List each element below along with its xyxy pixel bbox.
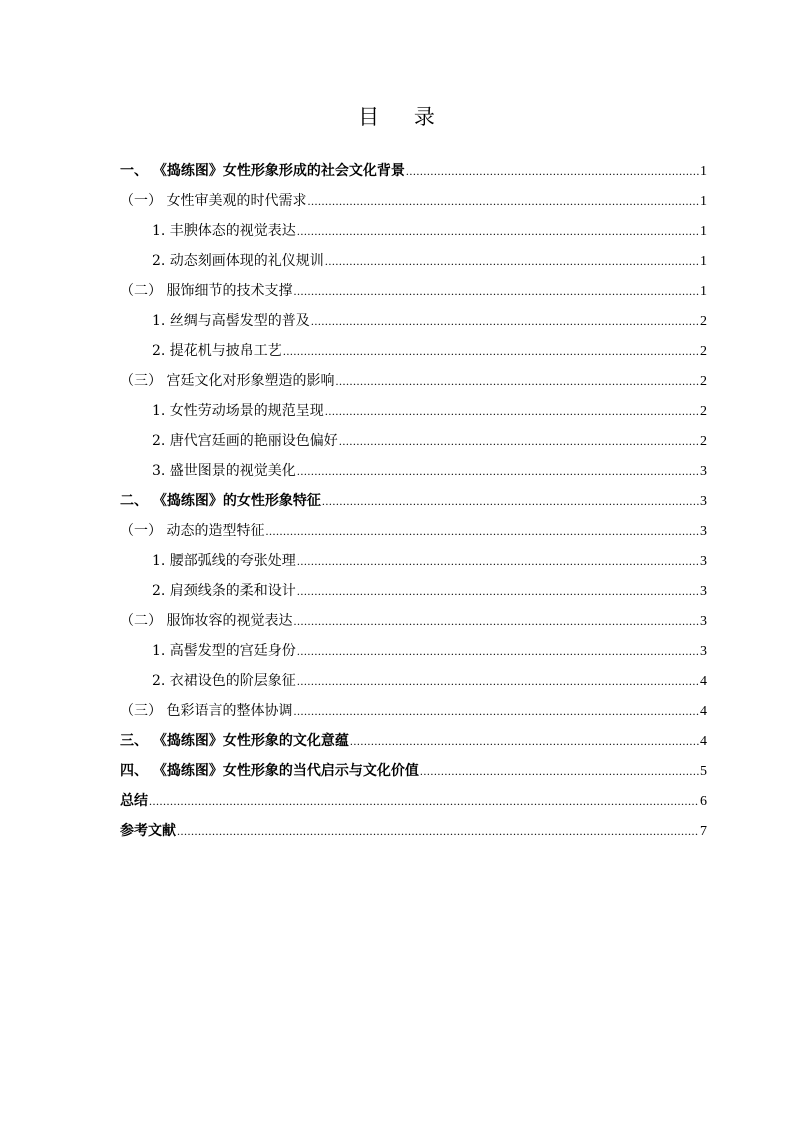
toc-entry-label: 3. 盛世图景的视觉美化 <box>152 463 296 479</box>
toc-entry-label: （一） 女性审美观的时代需求 <box>120 193 307 209</box>
toc-entry[interactable] <box>120 760 707 786</box>
toc-entry-page: 6 <box>700 794 707 809</box>
toc-entry-label: 1. 女性劳动场景的规范呈现 <box>152 403 324 419</box>
toc-entry-page: 4 <box>700 704 707 719</box>
toc-entry-page: 3 <box>700 494 707 509</box>
toc-entry-label: 2. 提花机与披帛工艺 <box>152 343 282 359</box>
toc-entry[interactable] <box>120 160 707 186</box>
toc-entry-page: 2 <box>700 434 707 449</box>
toc-entry[interactable] <box>152 250 707 276</box>
toc-entry[interactable] <box>152 670 707 696</box>
toc-entry[interactable] <box>120 730 707 756</box>
toc-entry-page: 3 <box>700 644 707 659</box>
toc-entry[interactable] <box>152 310 707 336</box>
toc-entry-page: 2 <box>700 344 707 359</box>
toc-leader-dots <box>335 374 699 389</box>
toc-entry[interactable] <box>120 820 707 846</box>
toc-entry-label: 三、 《捣练图》女性形象的文化意蕴 <box>120 733 349 749</box>
toc-entry[interactable] <box>152 430 707 456</box>
toc-entry-label: （三） 色彩语言的整体协调 <box>120 703 293 719</box>
toc-entry-page: 2 <box>700 374 707 389</box>
toc-leader-dots <box>322 494 699 509</box>
toc-entry-page: 1 <box>700 164 707 179</box>
toc-entry-page: 3 <box>700 524 707 539</box>
toc-entry-page: 1 <box>700 194 707 209</box>
toc-entry-page: 4 <box>700 674 707 689</box>
toc-entry-page: 1 <box>700 284 707 299</box>
toc-leader-dots <box>297 644 699 659</box>
toc-entry-page: 7 <box>700 824 707 839</box>
toc-entry-label: 一、 《捣练图》女性形象形成的社会文化背景 <box>120 163 405 179</box>
toc-entry[interactable] <box>152 460 707 486</box>
toc-leader-dots <box>325 404 699 419</box>
toc-entry[interactable] <box>152 550 707 576</box>
toc-entry-label: 2. 衣裙设色的阶层象征 <box>152 673 296 689</box>
toc-entry-page: 2 <box>700 404 707 419</box>
toc-entry[interactable] <box>120 610 707 636</box>
toc-entry-page: 3 <box>700 554 707 569</box>
toc-leader-dots <box>297 584 699 599</box>
toc-entry-label: （一） 动态的造型特征 <box>120 523 265 539</box>
toc-leader-dots <box>293 284 699 299</box>
toc-leader-dots <box>325 254 699 269</box>
toc-entry-page: 4 <box>700 734 707 749</box>
toc-entry-label: 四、 《捣练图》女性形象的当代启示与文化价值 <box>120 763 419 779</box>
toc-entry[interactable] <box>120 490 707 516</box>
toc-entry-label: 1. 丝绸与高髻发型的普及 <box>152 313 310 329</box>
toc-entry-label: 1. 高髻发型的宫廷身份 <box>152 643 296 659</box>
toc-entry-label: 总结 <box>120 793 148 809</box>
toc-entry[interactable] <box>120 790 707 816</box>
toc-leader-dots <box>293 614 699 629</box>
toc-leader-dots <box>283 344 699 359</box>
toc-entry-label: 2. 唐代宫廷画的艳丽设色偏好 <box>152 433 338 449</box>
toc-entry-label: （二） 服饰细节的技术支撑 <box>120 283 293 299</box>
toc-leader-dots <box>297 554 699 569</box>
toc-leader-dots <box>293 704 699 719</box>
toc-entry-label: （二） 服饰妆容的视觉表达 <box>120 613 293 629</box>
toc-leader-dots <box>339 434 699 449</box>
toc-entry-label: 2. 肩颈线条的柔和设计 <box>152 583 296 599</box>
toc-leader-dots <box>420 764 699 779</box>
toc-entry[interactable] <box>120 700 707 726</box>
toc-leader-dots <box>311 314 699 329</box>
toc-entry[interactable] <box>120 520 707 546</box>
toc-entry-page: 1 <box>700 254 707 269</box>
toc-leader-dots <box>177 824 699 839</box>
toc-leader-dots <box>297 464 699 479</box>
toc-leader-dots <box>265 524 699 539</box>
toc-entry[interactable] <box>152 580 707 606</box>
toc-leader-dots <box>406 164 699 179</box>
toc-entry-label: 2. 动态刻画体现的礼仪规训 <box>152 253 324 269</box>
toc-entry-page: 3 <box>700 614 707 629</box>
toc-leader-dots <box>297 674 699 689</box>
toc-entry[interactable] <box>120 190 707 216</box>
toc-entry[interactable] <box>152 340 707 366</box>
toc-entry-page: 2 <box>700 314 707 329</box>
toc-entry[interactable] <box>152 220 707 246</box>
toc-entry[interactable] <box>152 400 707 426</box>
toc-entry-page: 1 <box>700 224 707 239</box>
toc-entry-label: 1. 丰腴体态的视觉表达 <box>152 223 296 239</box>
toc-entry-label: （三） 宫廷文化对形象塑造的影响 <box>120 373 335 389</box>
toc-leader-dots <box>149 794 699 809</box>
toc-leader-dots <box>297 224 699 239</box>
toc-entry[interactable] <box>152 640 707 666</box>
toc-entry-page: 3 <box>700 584 707 599</box>
toc-entry[interactable] <box>120 280 707 306</box>
toc-entry-page: 5 <box>700 764 707 779</box>
toc-entry-label: 二、 《捣练图》的女性形象特征 <box>120 493 321 509</box>
toc-leader-dots <box>350 734 699 749</box>
toc-entry-label: 1. 腰部弧线的夸张处理 <box>152 553 296 569</box>
toc-leader-dots <box>307 194 699 209</box>
toc-entry[interactable] <box>120 370 707 396</box>
toc-entry-page: 3 <box>700 464 707 479</box>
toc-entry-label: 参考文献 <box>120 823 176 839</box>
page-title: 目 录 <box>358 105 449 129</box>
